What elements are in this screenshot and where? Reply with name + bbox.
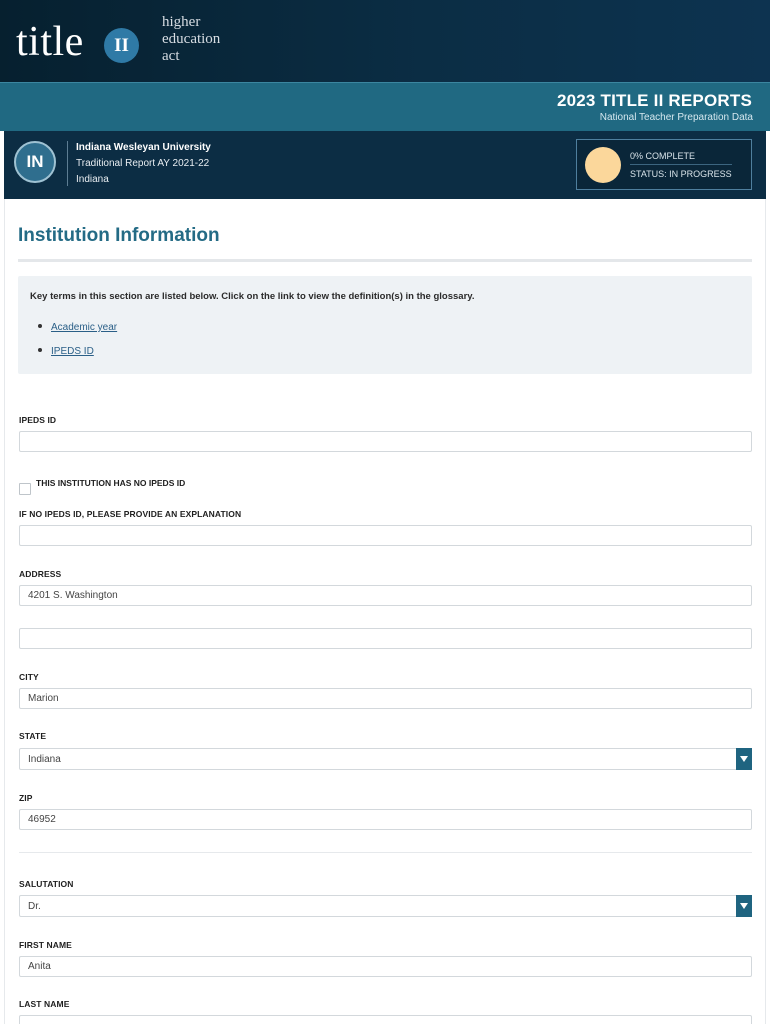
state-label: STATE — [19, 731, 47, 741]
last-name-input[interactable] — [19, 1015, 752, 1024]
no-ipeds-checkbox-label: THIS INSTITUTION HAS NO IPEDS ID — [36, 478, 186, 488]
report-type: Traditional Report AY 2021-22 — [76, 158, 210, 169]
logo-tagline — [162, 14, 220, 65]
address-label: ADDRESS — [19, 569, 62, 579]
progress-circle-icon — [585, 147, 621, 183]
reports-subtitle: National Teacher Preparation Data — [599, 112, 753, 123]
main-content — [4, 199, 766, 1024]
ipeds-id-label: IPEDS ID — [19, 415, 57, 425]
site-header — [0, 0, 770, 82]
salutation-label: SALUTATION — [19, 879, 74, 889]
completion-status — [576, 139, 752, 190]
salutation-select[interactable] — [19, 895, 752, 917]
logo-wordmark[interactable]: title — [16, 19, 84, 65]
institution-divider — [67, 141, 68, 186]
key-terms-panel — [18, 276, 752, 374]
no-ipeds-explanation-label: IF NO IPEDS ID, PLEASE PROVIDE AN EXPLANATION — [19, 509, 242, 519]
institution-state: Indiana — [76, 174, 109, 185]
chevron-down-icon[interactable] — [736, 748, 752, 770]
logo-badge: II — [104, 28, 139, 63]
section-divider — [19, 852, 752, 853]
state-badge: IN — [14, 141, 56, 183]
address-line1-input[interactable] — [19, 585, 752, 606]
institution-bar — [4, 131, 766, 199]
key-terms-intro: Key terms in this section are listed below. Click on the link to view the definition(s) in the glossary. — [30, 291, 475, 302]
zip-input[interactable] — [19, 809, 752, 830]
title-divider — [18, 259, 752, 262]
key-term-item — [38, 346, 94, 357]
city-input[interactable] — [19, 688, 752, 709]
state-select-value: Indiana — [28, 754, 61, 765]
bullet-icon — [38, 348, 42, 352]
key-term-item — [38, 322, 117, 333]
bullet-icon — [38, 324, 42, 328]
no-ipeds-checkbox[interactable] — [19, 483, 31, 495]
ipeds-id-input[interactable] — [19, 431, 752, 452]
reports-banner — [0, 82, 770, 131]
address-line2-input[interactable] — [19, 628, 752, 649]
city-label: CITY — [19, 672, 39, 682]
institution-name: Indiana Wesleyan University — [76, 142, 211, 153]
glossary-link-ipeds-id[interactable]: IPEDS ID — [51, 346, 94, 357]
no-ipeds-explanation-input[interactable] — [19, 525, 752, 546]
logo-tagline-line2: education — [162, 31, 221, 47]
completion-percent: 0% COMPLETE — [630, 151, 696, 161]
salutation-select-value: Dr. — [28, 901, 41, 912]
reports-title: 2023 TITLE II REPORTS — [556, 91, 752, 110]
last-name-label: LAST NAME — [19, 999, 70, 1009]
logo-tagline-line3: act — [162, 48, 180, 64]
glossary-link-academic-year[interactable]: Academic year — [51, 322, 118, 333]
first-name-input[interactable] — [19, 956, 752, 977]
status-label: STATUS: IN PROGRESS — [630, 169, 732, 179]
zip-label: ZIP — [19, 793, 33, 803]
logo-tagline-line1: higher — [162, 14, 201, 30]
first-name-label: FIRST NAME — [19, 940, 72, 950]
chevron-down-icon[interactable] — [736, 895, 752, 917]
status-divider — [630, 164, 732, 165]
institution-details — [76, 140, 211, 188]
page-title: Institution Information — [18, 225, 220, 246]
state-select[interactable] — [19, 748, 752, 770]
